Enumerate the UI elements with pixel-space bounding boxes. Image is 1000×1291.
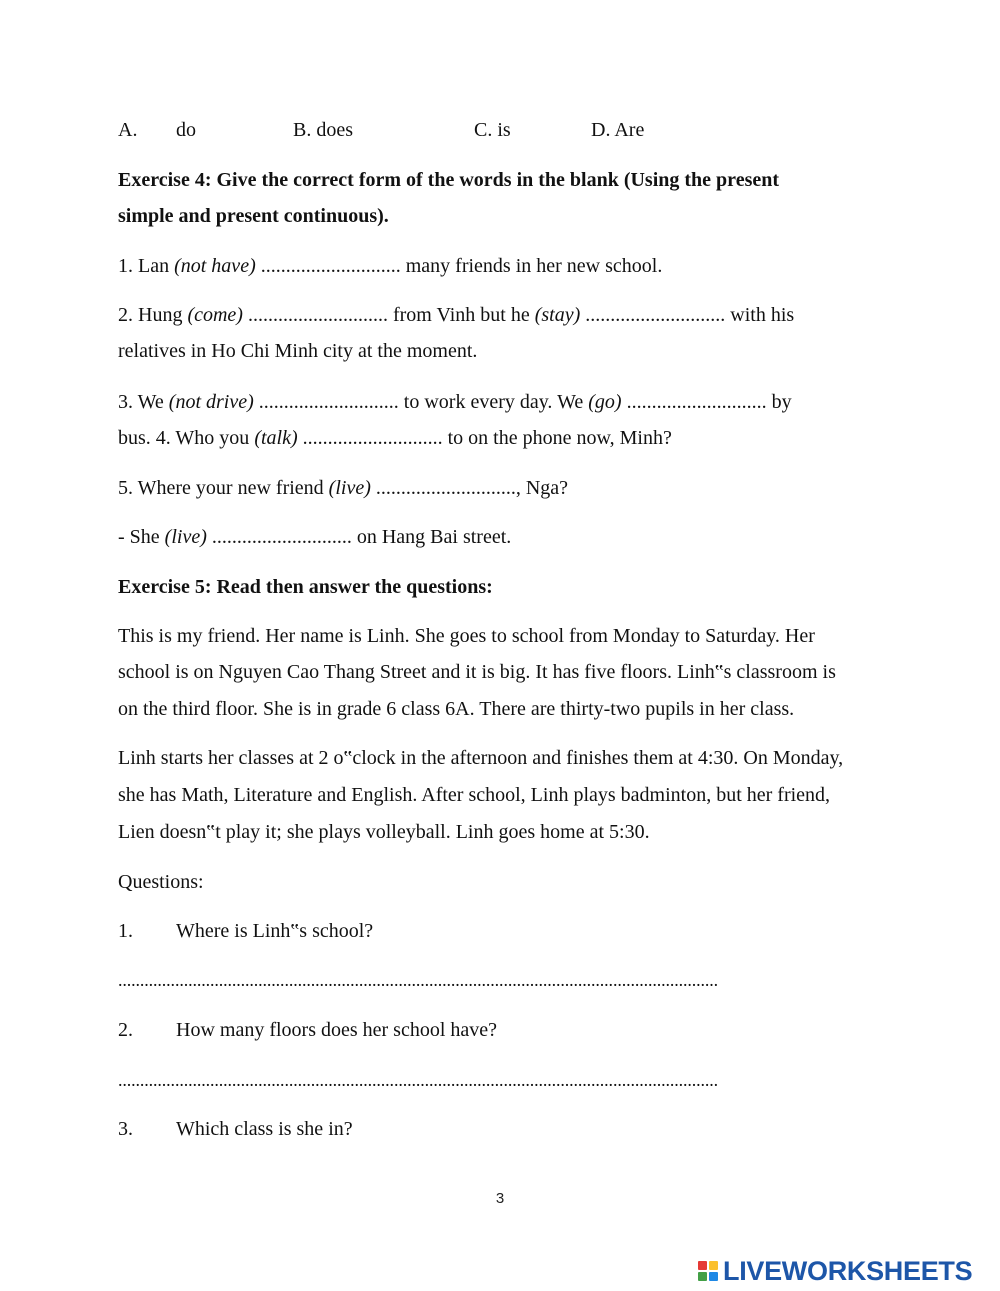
exercise4-heading-line1: Exercise 4: Give the correct form of the words in the blank (Using the present [118, 169, 780, 191]
question-3-number: 3. [118, 1118, 133, 1140]
option-a-text: do [176, 119, 196, 141]
exercise4-question-5-answer [118, 525, 511, 549]
q2-verb1: (come) [187, 304, 243, 326]
option-b: B. does [293, 119, 353, 141]
logo-square-blue [709, 1272, 718, 1281]
exercise4-question-4 [118, 426, 672, 450]
reading-para1-line1: This is my friend. Her name is Linh. She goes to school from Monday to Saturday. Her [118, 625, 815, 647]
q2-line2: relatives in Ho Chi Minh city at the moment. [118, 340, 478, 362]
q3-rest: ............................ by [621, 391, 792, 413]
q5-rest: ............................, Nga? [370, 477, 569, 499]
q4-verb: (talk) [254, 427, 298, 449]
question-2-number: 2. [118, 1019, 133, 1041]
exercise4-question-3 [118, 390, 792, 414]
question-1-text: Where is Linh‟s school? [176, 920, 374, 942]
q2-start: 2. Hung [118, 304, 188, 326]
q4-start: bus. 4. Who you [118, 427, 255, 449]
logo-square-green [698, 1272, 707, 1281]
q1-verb: (not have) [174, 255, 256, 277]
exercise5-heading: Exercise 5: Read then answer the questions: [118, 576, 493, 598]
answer-line-1[interactable]: ......................................................................................................................................... [118, 970, 719, 990]
exercise4-question-5 [118, 476, 568, 500]
q5b-verb: (live) [164, 526, 207, 548]
exercise4-heading-line2: simple and present continuous). [118, 205, 389, 227]
q2-rest: ............................ with his [580, 304, 795, 326]
q3-mid: ............................ to work every day. We [253, 391, 589, 413]
reading-para1-line2: school is on Nguyen Cao Thang Street and it is big. It has five floors. Linh‟s classroom is [118, 661, 836, 683]
questions-label: Questions: [118, 871, 204, 893]
reading-para2-line1: Linh starts her classes at 2 o‟clock in the afternoon and finishes them at 4:30. On Monday, [118, 747, 844, 769]
option-a-letter: A. [118, 119, 138, 141]
question-2-text: How many floors does her school have? [176, 1019, 498, 1041]
q5b-rest: ............................ on Hang Bai street. [206, 526, 512, 548]
answer-line-2[interactable]: ......................................................................................................................................... [118, 1070, 719, 1090]
options-row [118, 118, 137, 142]
q4-rest: ............................ to on the phone now, Minh? [297, 427, 672, 449]
option-d: D. Are [591, 119, 645, 141]
q3-verb1: (not drive) [168, 391, 254, 413]
q3-verb2: (go) [588, 391, 622, 413]
q5-start: 5. Where your new friend [118, 477, 329, 499]
q5b-start: - She [118, 526, 165, 548]
page-number: 3 [495, 1190, 505, 1207]
option-c: C. is [474, 119, 511, 141]
reading-para2-line3: Lien doesn‟t play it; she plays volleyball. Linh goes home at 5:30. [118, 821, 650, 843]
q5-verb: (live) [328, 477, 371, 499]
question-1-number: 1. [118, 920, 133, 942]
q2-mid: ............................ from Vinh but he [242, 304, 535, 326]
question-3-text: Which class is she in? [176, 1118, 353, 1140]
q2-verb2: (stay) [534, 304, 581, 326]
q1-rest: ............................ many friends in her new school. [255, 255, 663, 277]
q1-start: 1. Lan [118, 255, 175, 277]
reading-para1-line3: on the third floor. She is in grade 6 class 6A. There are thirty-two pupils in her class. [118, 698, 795, 720]
exercise4-question-2 [118, 303, 794, 327]
q3-start: 3. We [118, 391, 169, 413]
liveworksheets-wordmark: LIVEWORKSHEETS [723, 1255, 973, 1286]
logo-square-red [698, 1261, 707, 1270]
exercise4-question-1 [118, 254, 662, 278]
logo-square-yellow [709, 1261, 718, 1270]
liveworksheets-mark-icon [698, 1261, 718, 1281]
reading-para2-line2: she has Math, Literature and English. After school, Linh plays badminton, but her friend, [118, 784, 831, 806]
liveworksheets-logo [698, 1256, 972, 1286]
